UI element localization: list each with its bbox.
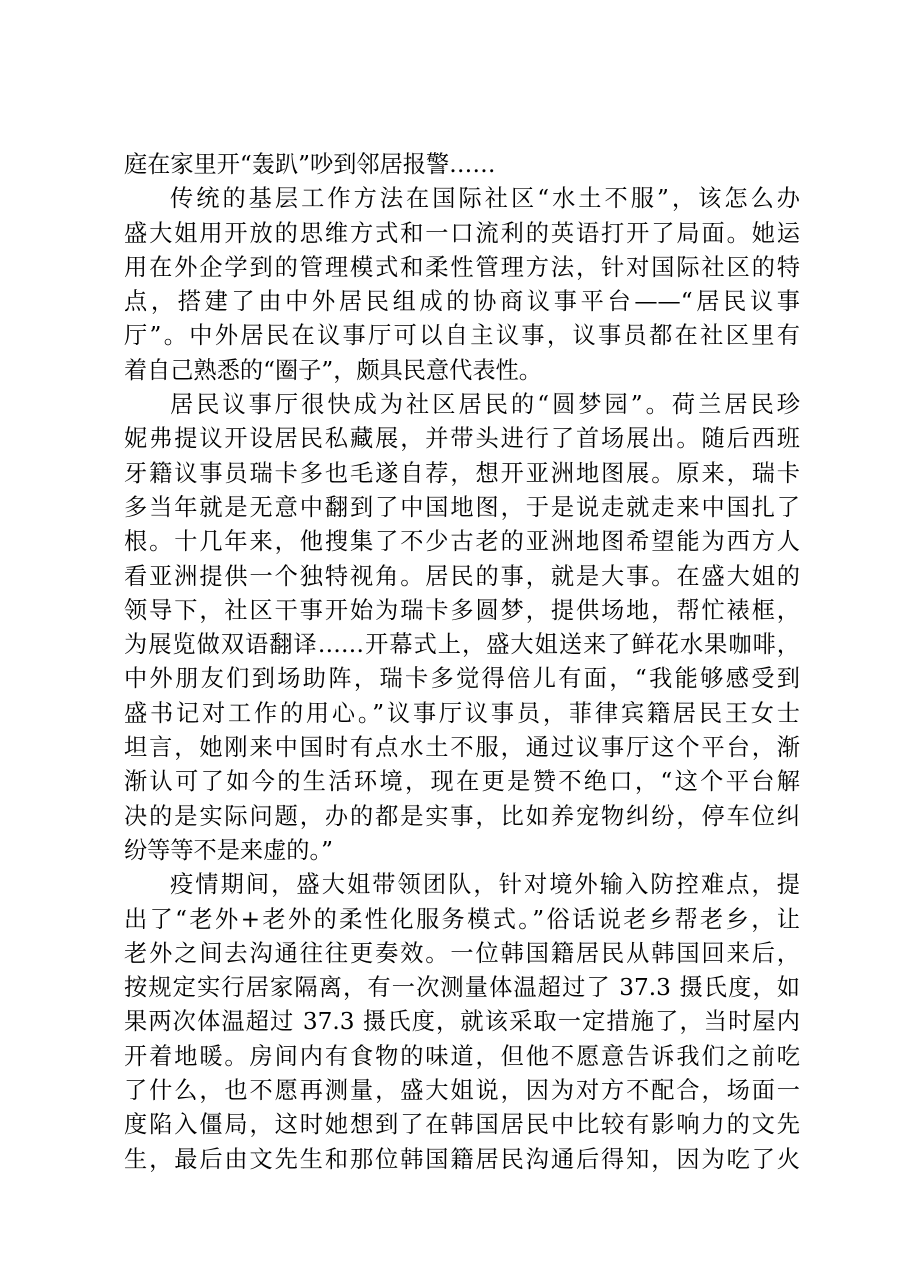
text-line: 度陷入僵局，这时她想到了在韩国居民中比较有影响力的文先 bbox=[124, 1111, 800, 1139]
text-line: 为展览做双语翻译……开幕式上，盛大姐送来了鲜花水果咖啡， bbox=[124, 631, 800, 659]
text-line: 老外之间去沟通往往更奏效。一位韩国籍居民从韩国回来后， bbox=[124, 939, 800, 967]
text-line: 生，最后由文先生和那位韩国籍居民沟通后得知，因为吃了火 bbox=[124, 1145, 800, 1173]
text-line: 领导下，社区干事开始为瑞卡多圆梦，提供场地，帮忙裱框， bbox=[124, 596, 800, 624]
text-line: 开着地暖。房间内有食物的味道，但他不愿意告诉我们之前吃 bbox=[124, 1042, 800, 1070]
text-line: 着自己熟悉的“圈子”，颇具民意代表性。 bbox=[124, 356, 542, 384]
text-line: 用在外企学到的管理模式和柔性管理方法，针对国际社区的特 bbox=[124, 253, 800, 281]
text-line: 厅”。中外居民在议事厅可以自主议事，议事员都在社区里有 bbox=[124, 322, 800, 350]
body-text bbox=[124, 148, 800, 1177]
text-line: 点，搭建了由中外居民组成的协商议事平台——“居民议事 bbox=[124, 288, 800, 316]
text-line: 果两次体温超过 37.3 摄氏度，就该采取一定措施了，当时屋内 bbox=[124, 1008, 800, 1036]
text-line: 根。十几年来，他搜集了不少古老的亚洲地图希望能为西方人 bbox=[124, 528, 800, 556]
text-line: 妮弗提议开设居民私藏展，并带头进行了首场展出。随后西班 bbox=[124, 425, 800, 453]
text-line: 渐认可了如今的生活环境，现在更是赞不绝口，“这个平台解 bbox=[124, 768, 800, 796]
text-line: 盛大姐用开放的思维方式和一口流利的英语打开了局面。她运 bbox=[124, 219, 800, 247]
text-line: 居民议事厅很快成为社区居民的“圆梦园”。荷兰居民珍 bbox=[170, 391, 800, 419]
text-line: 纷等等不是来虚的。” bbox=[124, 836, 333, 864]
text-line: 按规定实行居家隔离，有一次测量体温超过了 37.3 摄氏度，如 bbox=[124, 974, 800, 1002]
text-line: 疫情期间，盛大姐带领团队，针对境外输入防控难点，提 bbox=[170, 871, 800, 899]
text-line: 传统的基层工作方法在国际社区“水土不服”，该怎么办 bbox=[170, 185, 800, 213]
text-line: 庭在家里开“轰趴”吵到邻居报警…… bbox=[124, 151, 496, 178]
text-line: 多当年就是无意中翻到了中国地图，于是说走就走来中国扎了 bbox=[124, 493, 800, 521]
text-line: 牙籍议事员瑞卡多也毛遂自荐，想开亚洲地图展。原来，瑞卡 bbox=[124, 459, 800, 487]
text-line: 看亚洲提供一个独特视角。居民的事，就是大事。在盛大姐的 bbox=[124, 562, 800, 590]
text-line: 盛书记对工作的用心。”议事厅议事员，菲律宾籍居民王女士 bbox=[124, 699, 800, 727]
text-line: 中外朋友们到场助阵，瑞卡多觉得倍儿有面，“我能够感受到 bbox=[124, 665, 800, 693]
text-line: 坦言，她刚来中国时有点水土不服，通过议事厅这个平台，渐 bbox=[124, 734, 800, 762]
text-line: 出了“老外+老外的柔性化服务模式。”俗话说老乡帮老乡，让 bbox=[124, 905, 800, 933]
text-line: 决的是实际问题，办的都是实事，比如养宠物纠纷，停车位纠 bbox=[124, 802, 800, 830]
text-line: 了什么，也不愿再测量，盛大姐说，因为对方不配合，场面一 bbox=[124, 1077, 800, 1105]
